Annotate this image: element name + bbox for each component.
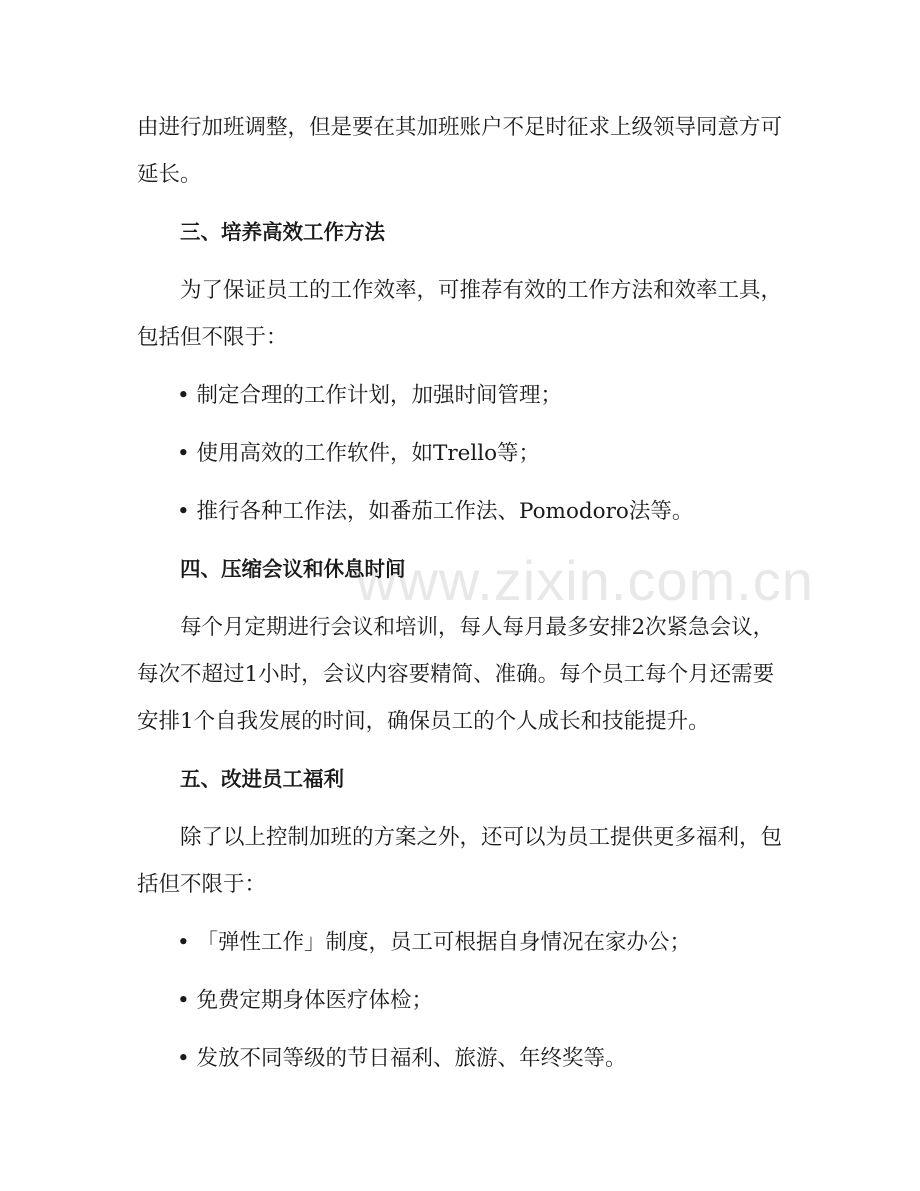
section-heading-meetings: 四、压缩会议和休息时间 — [180, 557, 406, 581]
watermark: www.zixin.com.cn — [356, 549, 814, 612]
list-item-medical-checkup: • 免费定期身体医疗体检； — [177, 988, 434, 1013]
list-item-flexible-work: • 「弹性工作」制度，员工可根据自身情况在家办公； — [177, 930, 692, 955]
paragraph-benefits: 除了以上控制加班的方案之外，还可以为员工提供更多福利，包括但不限于： — [137, 825, 783, 897]
section-heading-efficient-methods: 三、培养高效工作方法 — [180, 220, 385, 244]
list-item-work-software: • 使用高效的工作软件，如Trello等； — [177, 441, 541, 466]
document-body — [137, 104, 787, 1082]
paragraph-overtime-extension: 由进行加班调整，但是要在其加班账户不足时征求上级领导同意方可延长。 — [137, 115, 783, 187]
list-item-work-plan: • 制定合理的工作计划，加强时间管理； — [177, 383, 563, 408]
list-item-holiday-benefits: • 发放不同等级的节日福利、旅游、年终奖等。 — [177, 1046, 627, 1071]
paragraph-meetings: 每个月定期进行会议和培训，每人每月最多安排2次紧急会议，每次不超过1小时，会议内容要精简、准确。每个员工每个月还需要安排1个自我发展的时间，确保员工的个人成长和技能提升。 — [137, 615, 775, 734]
section-heading-benefits: 五、改进员工福利 — [180, 767, 344, 791]
paragraph-efficient-methods: 为了保证员工的工作效率，可推荐有效的工作方法和效率工具，包括但不限于： — [137, 278, 783, 350]
list-item-work-techniques: • 推行各种工作法，如番茄工作法、Pomodoro法等。 — [177, 499, 694, 524]
